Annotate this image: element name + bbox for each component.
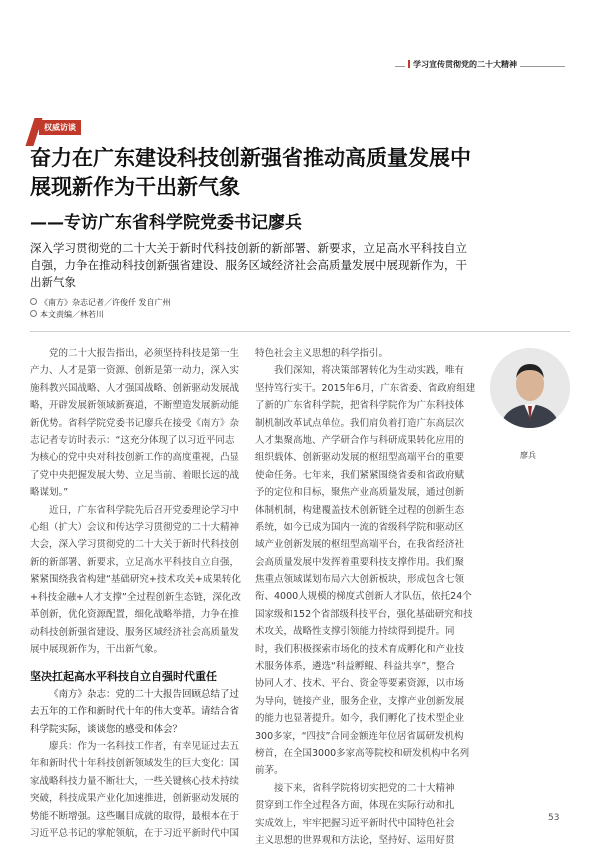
paragraph-line: 我们深知，将决策部署转化为生动实践，唯有 [274,365,465,377]
paragraph-line: 近日，广东省科学院先后召开党委理论学习中 [49,504,240,516]
paragraph-line: 了新的广东省科学院，把省科学院作为广东科技体 [255,400,465,412]
bullet-icon [30,310,37,317]
interview-answer: 廖兵：作为一名科技工作者，有幸见证过去五 [49,740,240,752]
section-heading: 坚决扛起高水平科技自立自强时代重任 [30,670,217,684]
lead-line-1: 深入学习贯彻党的二十大关于新时代科技创新的新部署、新要求，立足高水平科技自立 [30,241,467,255]
paragraph-line: 大会，深入学习贯彻党的二十大关于新时代科技创 [30,539,240,551]
paragraph-line: 特色社会主义思想的科学指引。 [255,348,389,359]
interview-answer: 势能不断增强。这些瞩目成就的取得，最根本在于 [30,810,240,822]
paragraph-line: 人才集聚高地、产学研合作与科研成果转化应用的 [255,435,465,447]
interview-answer: 突破，科技成果产业化加速推进，创新驱动发展的 [30,793,240,805]
byline-editor: 本文责编／林若川 [30,309,104,320]
paragraph-line: 接下来，省科学院将切实把党的二十大精神 [274,782,455,794]
page-number: 53 [548,813,560,823]
paragraph-line: 贯穿到工作全过程各方面，体现在实际行动和扎 [255,800,455,812]
paragraph-line: 前茅。 [255,765,284,777]
paragraph-line: 实成效上，牢牢把握习近平新时代中国特色社会 [255,817,455,829]
paragraph-line: 产力、人才是第一资源、创新是第一动力，深入实 [30,365,240,377]
interview-question: 科学院实际，谈谈您的感受和体会？ [30,723,183,735]
paragraph-line: 心组（扩大）会议和传达学习贯彻党的二十大精神 [30,522,240,534]
paragraph-line: 施科教兴国战略、人才强国战略、创新驱动发展战 [30,382,240,394]
paragraph-line: 党的二十大报告指出，必须坚持科技是第一生 [49,348,240,359]
paragraph-line: 略谋划。” [30,487,69,499]
paragraph-line: 坚持笃行实干。2015年6月，广东省委、省政府组建 [255,382,476,394]
paragraph-line: 榜首，在全国3000多家高等院校和研发机构中名列 [255,748,470,760]
paragraph-line: 术服务体系，遴选“科益孵鲲、科益共享”，整合 [255,661,455,673]
paragraph-line: 主义思想的世界观和方法论，坚持好、运用好贯 [255,835,455,847]
paragraph-line: 略，开辟发展新领域新赛道，不断塑造发展新动能 [30,400,240,412]
paragraph-line: 制机制改革试点单位。我们肩负着打造广东高层次 [255,417,465,429]
interview-question: 去五年的工作和新时代十年的伟大变革。请结合省 [30,706,240,718]
interview-answer: 习近平总书记的掌舵领航，在于习近平新时代中国 [30,827,240,839]
interview-answer: 家战略科技力量不断壮大，一些关键核心技术持续 [30,775,240,787]
paragraph-line: 为核心的党中央对科技创新工作的高度重视，凸显 [30,452,240,464]
paragraph-line: 新优势。省科学院党委书记廖兵在接受《南方》杂 [30,417,240,429]
paragraph-line: 体制机制，构建覆盖技术创新链全过程的创新生态 [255,504,465,516]
lead-line-3: 出新气象 [30,275,76,289]
paragraph-line: 术攻关，战略性支撑引领能力持续得到提升。同 [255,626,455,638]
paragraph-line: 予的定位和目标，聚焦产业高质量发展，通过创新 [255,487,465,499]
section-tag-text: 学习宣传贯彻党的二十大精神 [413,60,517,69]
paragraph-line: 展中展现新作为，干出新气象。 [30,643,164,655]
paragraph-line: 志记者专访时表示：“这充分体现了以习近平同志 [30,435,235,447]
paragraph-line: 动科技创新强省建设、服务区域经济社会高质量发 [30,626,240,638]
headline-line-1: 奋力在广东建设科技创新强省推动高质量发展中 [30,146,471,170]
body-column-1 [30,345,245,842]
paragraph-line: 衔、4000人规模的梯度式创新人才队伍，依托24个 [255,591,472,603]
paragraph-line: 革创新，优化资源配置，细化战略举措，力争在推 [30,609,240,621]
interview-answer: 年和新时代十年科技创新领域发生的巨大变化：国 [30,758,240,770]
kicker-badge [30,118,90,138]
paragraph-line: 协同人才、技术、平台、资金等要素资源，以市场 [255,678,465,690]
paragraph-line: 紧紧围绕我省构建“基础研究+技术攻关+成果转化 [30,574,241,586]
section-tag [405,59,520,70]
interview-question: 《南方》杂志：党的二十大报告回顾总结了过 [49,688,240,700]
paragraph-line: 为导向，链接产业，服务企业，支撑产业创新发展 [255,695,465,707]
body-column-3 [255,571,567,850]
paragraph-line: 焦重点领域谋划布局六大创新板块，形成包含七领 [255,574,465,585]
paragraph-line: 组织载体、创新驱动发展的枢纽型高端平台的重要 [255,452,465,464]
lead-line-2: 自强，力争在推动科技创新强省建设、服务区域经济社会高质量发展中展现新作为，干 [30,258,467,272]
paragraph-line: 使命任务。七年来，我们紧紧围绕省委和省政府赋 [255,469,465,481]
portrait-caption: 廖兵 [520,451,536,460]
paragraph-line: 系统，如今已成为国内一流的省级科学院和驱动区 [255,522,465,534]
paragraph-line: 域产业创新发展的枢纽型高端平台，在我省经济社 [255,539,465,551]
paragraph-line: 会高质量发展中发挥着重要科技支撑作用。我们聚 [255,556,465,568]
byline-reporter: 《南方》杂志记者／许俊仟 发自广州 [30,297,171,308]
subtitle: ——专访广东省科学院党委书记廖兵 [30,213,302,233]
headline-line-2: 展现新作为干出新气象 [30,175,240,199]
paragraph-line: 的能力也显著提升。如今，我们孵化了技术型企业 [255,713,465,725]
paragraph-line: 300多家，“四技”合同金额连年位居省属研发机构 [255,730,464,742]
section-tag-marker [408,60,410,68]
portrait-photo [490,348,570,428]
paragraph-line: 时，我们积极探索市场化的技术育成孵化和产业技 [255,643,465,655]
paragraph-line: 了党中央把握发展大势、立足当前、着眼长远的战 [30,469,240,481]
bullet-icon [30,298,37,305]
paragraph-line: 新的新部署、新要求，立足高水平科技自立自强， [30,556,240,568]
paragraph-line: +科技金融+人才支撑”全过程创新生态链，深化改 [30,591,241,603]
paragraph-line: 国家级和152个省部级科技平台，强化基础研究和技 [255,608,473,620]
section-divider [30,331,570,332]
body-column-2 [255,345,475,571]
kicker-label: 权威访谈 [39,120,81,135]
person-portrait-icon [490,348,570,428]
